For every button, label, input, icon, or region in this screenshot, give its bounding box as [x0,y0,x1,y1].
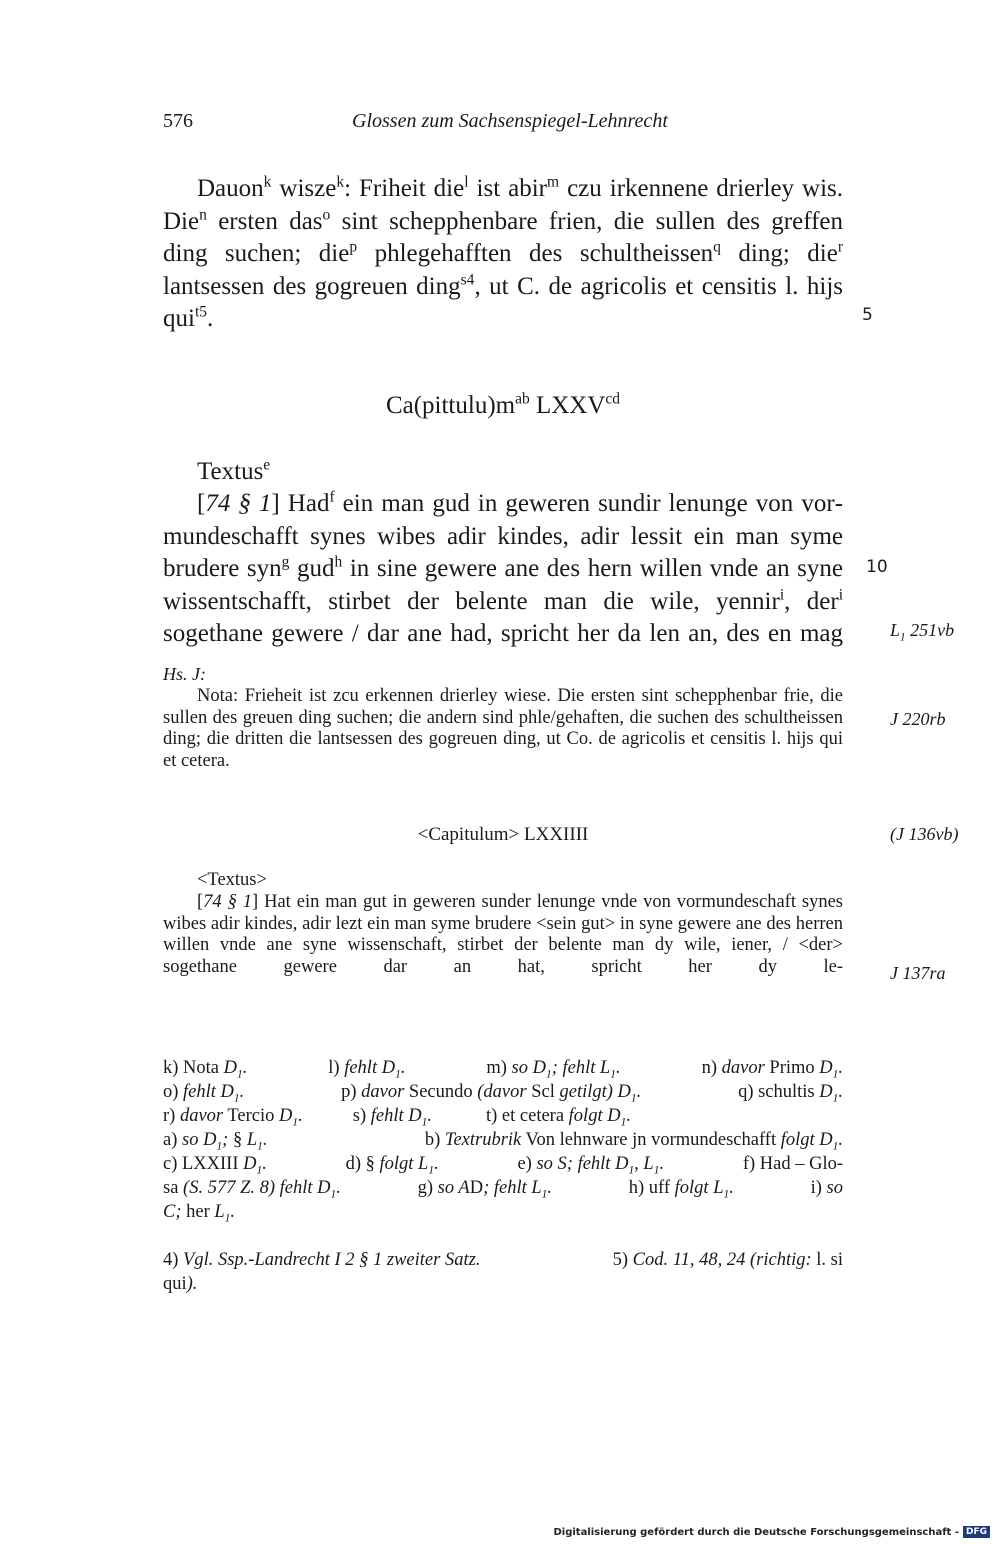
textus-paragraph: [74 § 1] Had$^f$ ein man gud in geweren sundir lenunge von vormundeschafft synes wibes adir kindes, adir lessit ein man syme brudere syn$^g$ gud$^h$ in sine gewere ane des hern willen vnde an syne wissentschafft, stirbet der belente man die wile, yennir$^i$, der$^i$ sogethane gewere / dar ane had, spricht her da len an, des en mag [163,488,844,647]
chapter-heading-sup2: cd [605,390,621,408]
gloss-paragraph: Dauon$^k$ wisze$^k$: Friheit die$^l$ ist abir$^m$ czu irkennene drierley wis. Die$^n$ ersten das$^o$ sint schepphenbare frien, die sullen des greffen ding suchen; die$^p$ phlegehafften des schultheissen$^q$ ding; die$^r$ lantsessen des gogreuen ding$^{s4}$, ut C. de agricolis et censitis l. hijs qui$^{t5}$. [163,173,844,332]
running-title: Glossen zum Sachsenspiegel-Lehnrecht [352,110,668,132]
critical-apparatus: k) Nota $D_1$. l) fehlt $D_1$. m) so $D_1$; fehlt $L_1$. n) davor Primo $D_1$. o) fehlt $D_1$. p) davor Secundo (davor Scl getilgt) $D_1$. q) schultis $D_1$. r) davor Tercio $D_1$. s) fehlt $D_1$. t) et cetera folgt $D_1$. a) so $D_1$; § $L_1$. b) Textrubrik Von lehnware jn vormundeschafft folgt $D_1$. c) LXXIII $D_1$. d) § folgt $L_1$. e) so S; fehlt $D_1$, $L_1$. f) Had – Glo- sa (S. 577 Z. 8) fehlt $D_1$. g) so AD; fehlt $L_1$. h) uff folgt $L_1$. i) so C; her $L_1$. 4) Vgl. Ssp.-Landrecht I 2 § 1 zweiter Satz. 5) Cod. 11, 48, 24 (richtig: l. si qui). [163,1058,843,1294]
folio-j-137ra: J 137ra [890,963,946,983]
chapter-heading [163,392,843,420]
hs-j-textus-label: <Textus> [197,870,267,890]
line-number-5: 5 [862,305,873,325]
digitization-note: Digitalisierung gefördert durch die Deutsche Forschungsgemeinschaft - [553,1526,959,1538]
dfg-logo: DFG [963,1526,990,1538]
folio-j-220rb: J 220rb [890,709,946,729]
hs-j-textus-paragraph: [74 § 1] Hat ein man gut in geweren sunder lenunge vnde von vormundeschaft synes wibes adir kindes, adir lezt ein man syme brudere <sein gut> in syne gewere ane des herren willen vnde ane syne wissenschaft, stirbet der belente man dy wile, iener, / <der> sogethane gewere dar an hat, spricht her dy le- [163,892,844,977]
line-number-10: 10 [866,557,888,577]
folio-l1-251vb: $L_1$ 251vb [890,620,955,644]
chapter-heading-text: Ca(pittulu)m [385,392,516,419]
textus-label: Textus$^e$ [197,456,271,485]
hs-j-chapter-heading: <Capitulum> LXXIIII [417,824,589,845]
hs-j-nota: Nota: Frieheit ist zcu erkennen drierley wiese. Die ersten sint schepphenbar frie, die sullen des greuen ding suchen; die andern sind phle/gehaften, die suchen des schultheissen ding; die dritten die lantsessen des gogreuen ding, ut Co. de agricolis et censitis l. hijs qui et cetera. [163,686,843,771]
chapter-heading-sup1: ab [515,390,530,408]
page-number: 576 [163,110,193,132]
hs-j-label: Hs. J: [163,664,206,684]
folio-j-136vb: (J 136vb) [890,824,959,844]
dfg-footer [553,1526,990,1538]
chapter-heading-numeral: LXXV [535,392,606,419]
